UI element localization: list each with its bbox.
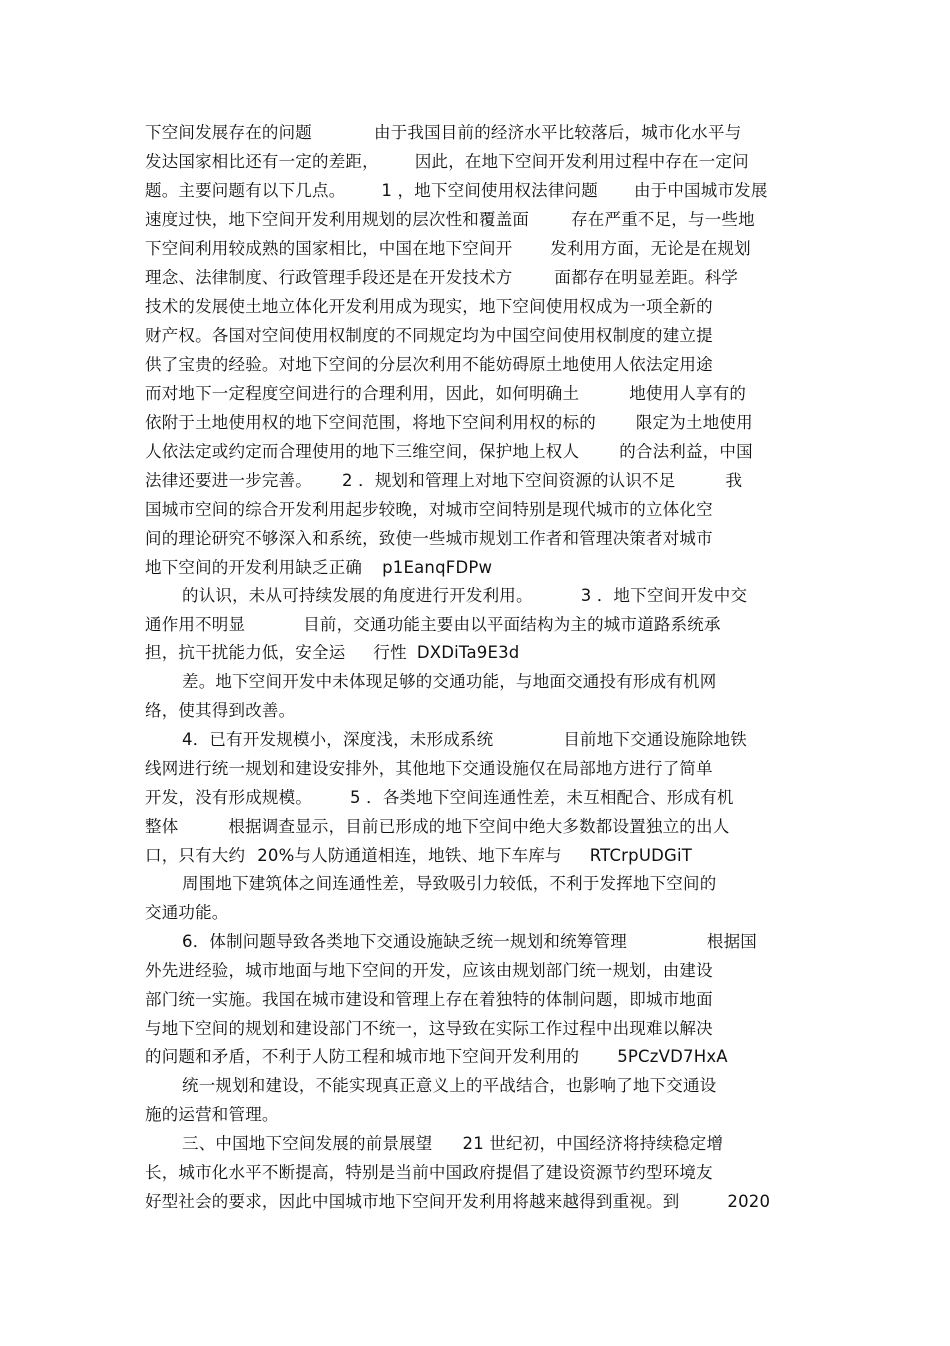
text-line: 6．体制问题导致各类地下交通设施缺乏统一规划和统筹管理 根据国 — [182, 932, 758, 951]
text-line: 速度过快，地下空间开发利用规划的层次性和覆盖面 存在严重不足，与一些地 — [145, 210, 755, 229]
text-line: 线网进行统一规划和建设安排外，其他地下交通设施仅在局部地方进行了简单 — [145, 759, 713, 778]
text-line: 的认识，未从可持续发展的角度进行开发利用。 3 ．地下空间开发中交 — [182, 586, 748, 605]
text-line: 下空间发展存在的问题 由于我国目前的经济水平比较落后，城市化水平与 — [145, 123, 742, 142]
text-line: 施的运营和管理。 — [145, 1105, 279, 1124]
text-line: 整体 根据调查显示，目前已形成的地下空间中绝大多数都设置独立的出人 — [145, 817, 730, 836]
text-line: 络，使其得到改善。 — [145, 701, 296, 720]
text-line: 统一规划和建设，不能实现真正意义上的平战结合，也影响了地下交通设 — [182, 1076, 717, 1095]
text-line: 而对地下一定程度空间进行的合理利用，因此，如何明确土 地使用人享有的 — [145, 384, 747, 403]
text-line: 差。地下空间开发中未体现足够的交通功能，与地面交通投有形成有机网 — [182, 672, 717, 691]
text-line: 国城市空间的综合开发利用起步较晚，对城市空间特别是现代城市的立体化空 — [145, 500, 713, 519]
text-line: 技术的发展使土地立体化开发利用成为现实，地下空间使用权成为一项全新的 — [145, 297, 713, 316]
text-line: 法律还要进一步完善。 2 ．规划和管理上对地下空间资源的认识不足 我 — [145, 471, 743, 490]
text-line: 间的理论研究不够深入和系统，致使一些城市规划工作者和管理决策者对城市 — [145, 529, 713, 548]
text-line: 的问题和矛盾，不利于人防工程和城市地下空间开发利用的 5PCzVD7HxA — [145, 1047, 728, 1066]
text-line: 担，抗干扰能力低，安全运 行性 DXDiTa9E3d — [145, 643, 520, 662]
text-line: 财产权。各国对空间使用权制度的不同规定均为中国空间使用权制度的建立提 — [145, 326, 713, 345]
text-line: 下空间利用较成熟的国家相比，中国在地下空间开 发利用方面，无论是在规划 — [145, 239, 751, 258]
text-line: 外先进经验，城市地面与地下空间的开发，应该由规划部门统一规划，由建设 — [145, 961, 713, 980]
text-line: 开发，没有形成规模。 5 ．各类地下空间连通性差，未互相配合、形成有机 — [145, 788, 734, 807]
text-line: 依附于土地使用权的地下空间范围，将地下空间利用权的标的 限定为土地使用 — [145, 413, 753, 432]
text-line: 好型社会的要求，因此中国城市地下空间开发利用将越来越得到重视。到 2020 — [145, 1192, 771, 1211]
text-line: 口，只有大约 20%与人防通道相连，地铁、地下车库与 RTCrpUDGiT — [145, 846, 693, 865]
text-line: 人依法定或约定而合理使用的地下三维空间，保护地上权人 的合法利益，中国 — [145, 442, 753, 461]
text-line: 发达国家相比还有一定的差距， 因此，在地下空间开发利用过程中存在一定问 — [145, 152, 749, 171]
text-line: 4．已有开发规模小，深度浅，未形成系统 目前地下交通设施除地铁 — [182, 730, 748, 749]
text-line: 周围地下建筑体之间连通性差，导致吸引力较低，不利于发挥地下空间的 — [182, 874, 717, 893]
text-line: 理念、法律制度、行政管理手段还是在开发技术方 面都存在明显差距。科学 — [145, 268, 739, 287]
text-line: 地下空间的开发利用缺乏正确 p1EanqFDPw — [145, 558, 493, 577]
text-line: 部门统一实施。我国在城市建设和管理上存在着独特的体制问题，即城市地面 — [145, 990, 713, 1009]
text-line: 交通功能。 — [145, 903, 229, 922]
text-line: 长，城市化水平不断提高，特别是当前中国政府提倡了建设资源节约型环境友 — [145, 1163, 713, 1182]
text-line: 三、中国地下空间发展的前景展望 21 世纪初，中国经济将持续稳定增 — [182, 1134, 724, 1153]
text-line: 通作用不明显 目前，交通功能主要由以平面结构为主的城市道路系统承 — [145, 615, 721, 634]
text-line: 与地下空间的规划和建设部门不统一，这导致在实际工作过程中出现难以解决 — [145, 1019, 713, 1038]
text-line: 题。主要问题有以下几点。 1 ，地下空间使用权法律问题 由于中国城市发展 — [145, 181, 768, 200]
text-line: 供了宝贵的经验。对地下空间的分层次利用不能妨碍原土地使用人依法定用途 — [145, 355, 713, 374]
